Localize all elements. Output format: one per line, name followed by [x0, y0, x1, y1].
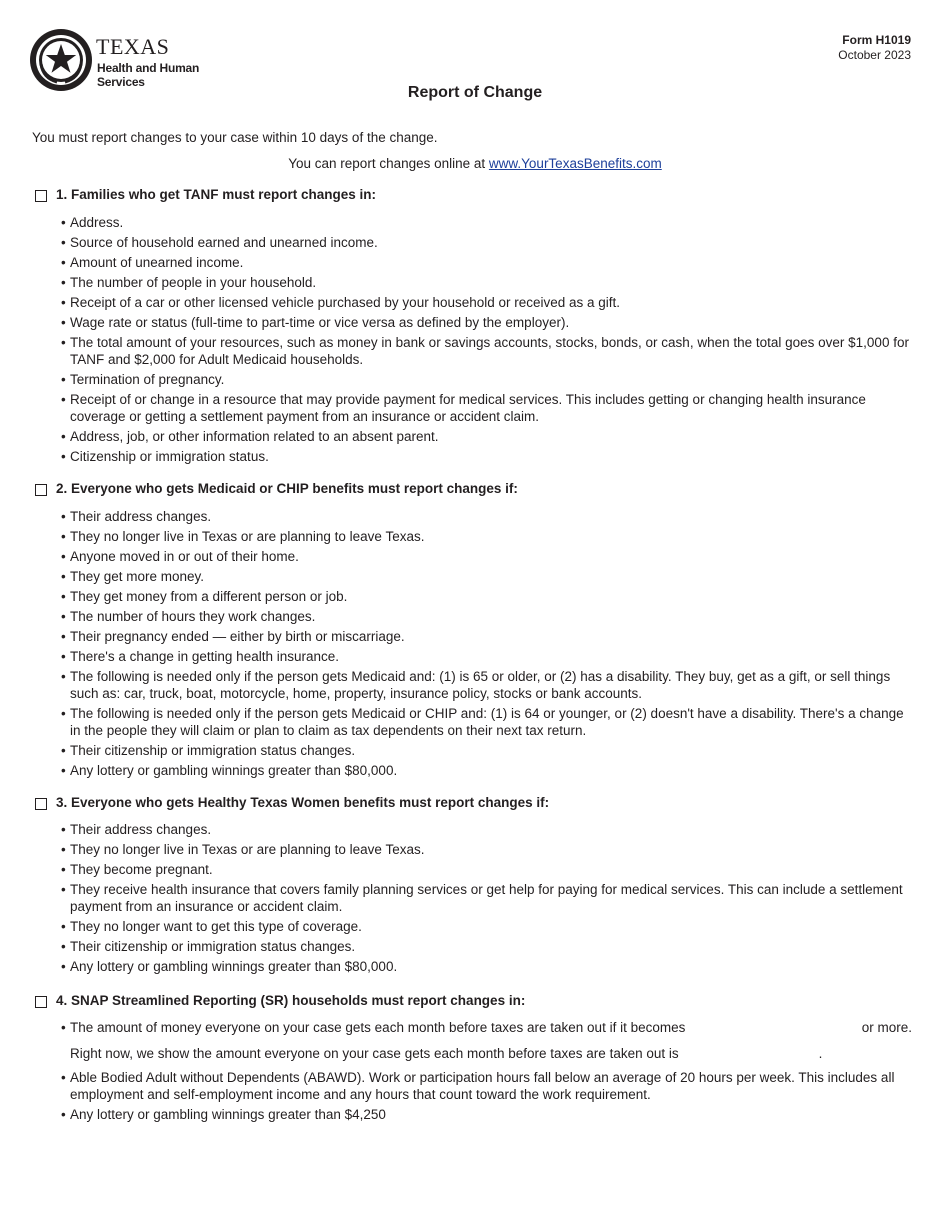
- section-1-title: 1. Families who get TANF must report changes in:: [56, 187, 377, 202]
- list-item: • Receipt of a car or other licensed vehicle purchased by your household or received as a gift.: [61, 294, 912, 311]
- section-3-list: [61, 821, 912, 975]
- section-1-checkbox[interactable]: [35, 190, 47, 202]
- list-item: • They receive health insurance that covers family planning services or get help for paying for medical services. This can include a settlement payment from an insurance or accident claim.: [61, 881, 912, 915]
- list-item: • The total amount of your resources, such as money in bank or savings accounts, stocks, bonds, or cash, when the total goes over $1,000 for TANF and $2,000 for Adult Medicaid households.: [61, 334, 912, 368]
- section-tanf: [35, 187, 912, 468]
- list-item: • They no longer live in Texas or are planning to leave Texas.: [61, 528, 912, 545]
- section-2-title: 2. Everyone who gets Medicaid or CHIP benefits must report changes if:: [56, 481, 518, 496]
- section-medicaid-chip: [35, 481, 912, 782]
- snap-income-threshold-suffix: or more.: [861, 1020, 912, 1035]
- snap-current-amount-text: Right now, we show the amount everyone on your case gets each month before taxes are taken out is: [70, 1046, 679, 1061]
- section-4-list-more: [61, 1069, 912, 1123]
- list-item: • Address.: [61, 214, 912, 231]
- online-prefix: You can report changes online at: [288, 156, 489, 171]
- snap-current-amount-end: .: [818, 1046, 823, 1061]
- section-4-title: 4. SNAP Streamlined Reporting (SR) households must report changes in:: [56, 993, 526, 1008]
- list-item: • Receipt of or change in a resource that may provide payment for medical services. This includes getting or changing health insurance coverage or getting a settlement payment from an insurance or accident claim.: [61, 391, 912, 425]
- list-item: • Termination of pregnancy.: [61, 371, 912, 388]
- section-healthy-texas-women: [35, 795, 912, 978]
- list-item: • Amount of unearned income.: [61, 254, 912, 271]
- list-item: • The following is needed only if the person gets Medicaid and: (1) is 65 or older, or (2) has a disability. They buy, get as a gift, or sell things such as: car, truck, boat, motorcycle, home, property, insurance policy, stocks or bank accounts.: [61, 668, 912, 702]
- form-identifier: [838, 33, 911, 63]
- list-item: • The number of people in your household.: [61, 274, 912, 291]
- list-item: • They no longer live in Texas or are planning to leave Texas.: [61, 841, 912, 858]
- list-item: • Their address changes.: [61, 821, 912, 838]
- list-item: • The following is needed only if the person gets Medicaid or CHIP and: (1) is 64 or younger, or (2) doesn't have a disability. There's a change in the people they will claim or plan to claim as tax dependents on their next tax return.: [61, 705, 912, 739]
- form-date: October 2023: [838, 48, 911, 62]
- page-title: Report of Change: [407, 84, 543, 101]
- texas-seal-icon: [29, 28, 93, 92]
- list-item: • Source of household earned and unearned income.: [61, 234, 912, 251]
- your-texas-benefits-link[interactable]: www.YourTexasBenefits.com: [488, 156, 662, 171]
- list-item: • They get more money.: [61, 568, 912, 585]
- list-item: • They get money from a different person or job.: [61, 588, 912, 605]
- list-item: • Their citizenship or immigration status changes.: [61, 938, 912, 955]
- list-item: • Their address changes.: [61, 508, 912, 525]
- section-3-title: 3. Everyone who gets Healthy Texas Women benefits must report changes if:: [56, 795, 550, 810]
- list-item: • Any lottery or gambling winnings greater than $4,250: [61, 1106, 912, 1123]
- intro-text: You must report changes to your case within 10 days of the change.: [32, 130, 438, 145]
- list-item: • They no longer want to get this type of coverage.: [61, 918, 912, 935]
- list-item: • Their pregnancy ended — either by birth or miscarriage.: [61, 628, 912, 645]
- form-number: Form H1019: [842, 33, 911, 47]
- snap-income-threshold-text: • The amount of money everyone on your case gets each month before taxes are taken out if it becomes: [70, 1020, 686, 1035]
- section-3-checkbox[interactable]: [35, 798, 47, 810]
- list-item: • Wage rate or status (full-time to part-time or vice versa as defined by the employer).: [61, 314, 912, 331]
- list-item: • Any lottery or gambling winnings greater than $80,000.: [61, 958, 912, 975]
- section-4-checkbox[interactable]: [35, 996, 47, 1008]
- list-item: • They become pregnant.: [61, 861, 912, 878]
- section-2-checkbox[interactable]: [35, 484, 47, 496]
- list-item: • Any lottery or gambling winnings greater than $80,000.: [61, 762, 912, 779]
- list-item: • Citizenship or immigration status.: [61, 448, 912, 465]
- list-item: • The number of hours they work changes.: [61, 608, 912, 625]
- section-2-list: [61, 508, 912, 779]
- section-snap-sr: [35, 993, 912, 1126]
- list-item: • Address, job, or other information related to an absent parent.: [61, 428, 912, 445]
- list-item: [61, 1019, 912, 1036]
- snap-current-amount-line: [61, 1046, 912, 1061]
- section-4-list: [61, 1019, 912, 1036]
- section-1-list: [61, 214, 912, 465]
- logo-subtitle: Health and Human Services: [97, 61, 200, 89]
- logo-title: TEXAS: [96, 34, 170, 59]
- list-item: • Their citizenship or immigration status changes.: [61, 742, 912, 759]
- list-item: • There's a change in getting health insurance.: [61, 648, 912, 665]
- list-item: • Able Bodied Adult without Dependents (ABAWD). Work or participation hours fall below an average of 20 hours per week. This includes all employment and self-employment income and any hours that count toward the work requirement.: [61, 1069, 912, 1103]
- list-item: • Anyone moved in or out of their home.: [61, 548, 912, 565]
- online-report-line: [0, 156, 950, 171]
